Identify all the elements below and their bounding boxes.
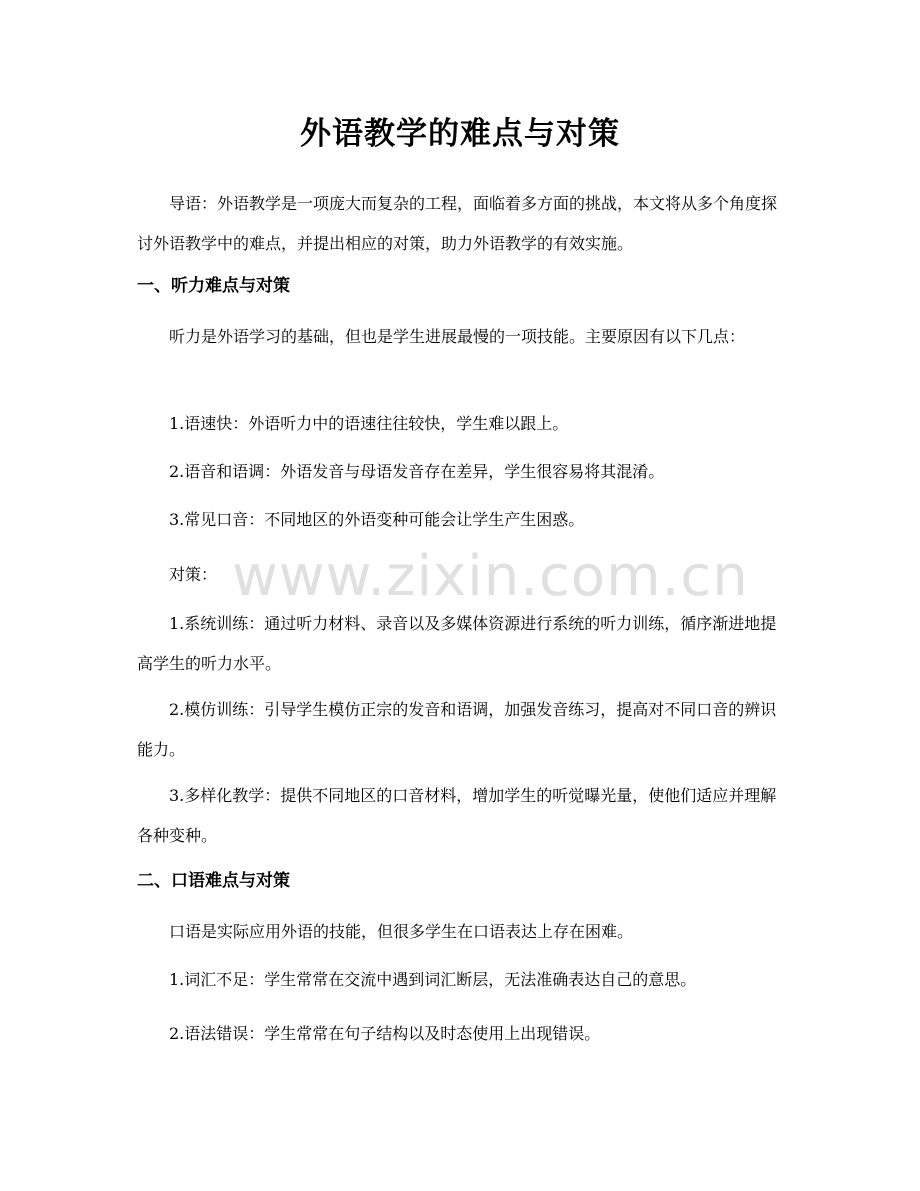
section-2-heading: 二、口语难点与对策: [137, 871, 290, 891]
section-2-intro: 口语是实际应用外语的技能，但很多学生在口语表达上存在困难。: [169, 922, 634, 941]
countermeasure-3: 3.多样化教学：提供不同地区的口音材料，增加学生的听觉曝光量，使他们适应并理解各种变种。: [137, 786, 777, 845]
watermark-text: www.zixin.com.cn: [232, 544, 749, 609]
countermeasure-2: 2.模仿训练：引导学生模仿正宗的发音和语调，加强发音练习，提高对不同口音的辨识能力。: [137, 700, 777, 759]
section-1-point-3: 3.常见口音：不同地区的外语变种可能会让学生产生困惑。: [169, 510, 585, 529]
section-1-point-1: 1.语速快：外语听力中的语速往往较快，学生难以跟上。: [169, 414, 569, 433]
section-2-point-1: 1.词汇不足：学生常常在交流中遇到词汇断层，无法准确表达自己的意思。: [169, 970, 697, 989]
section-1-point-2: 2.语音和语调：外语发音与母语发音存在差异，学生很容易将其混淆。: [169, 462, 665, 481]
section-1-heading: 一、听力难点与对策: [137, 276, 290, 296]
countermeasure-1: 1.系统训练：通过听力材料、录音以及多媒体资源进行系统的听力训练，循序渐进地提高学生的听力水平。: [137, 614, 777, 673]
countermeasures-label: 对策：: [169, 565, 218, 584]
intro-paragraph: 导语：外语教学是一项庞大而复杂的工程，面临着多方面的挑战，本文将从多个角度探讨外语教学中的难点，并提出相应的对策，助力外语教学的有效实施。: [137, 194, 778, 253]
section-2-point-2: 2.语法错误：学生常常在句子结构以及时态使用上出现错误。: [169, 1024, 601, 1043]
document-title: 外语教学的难点与对策: [300, 116, 620, 152]
section-1-intro: 听力是外语学习的基础，但也是学生进展最慢的一项技能。主要原因有以下几点：: [169, 327, 746, 346]
